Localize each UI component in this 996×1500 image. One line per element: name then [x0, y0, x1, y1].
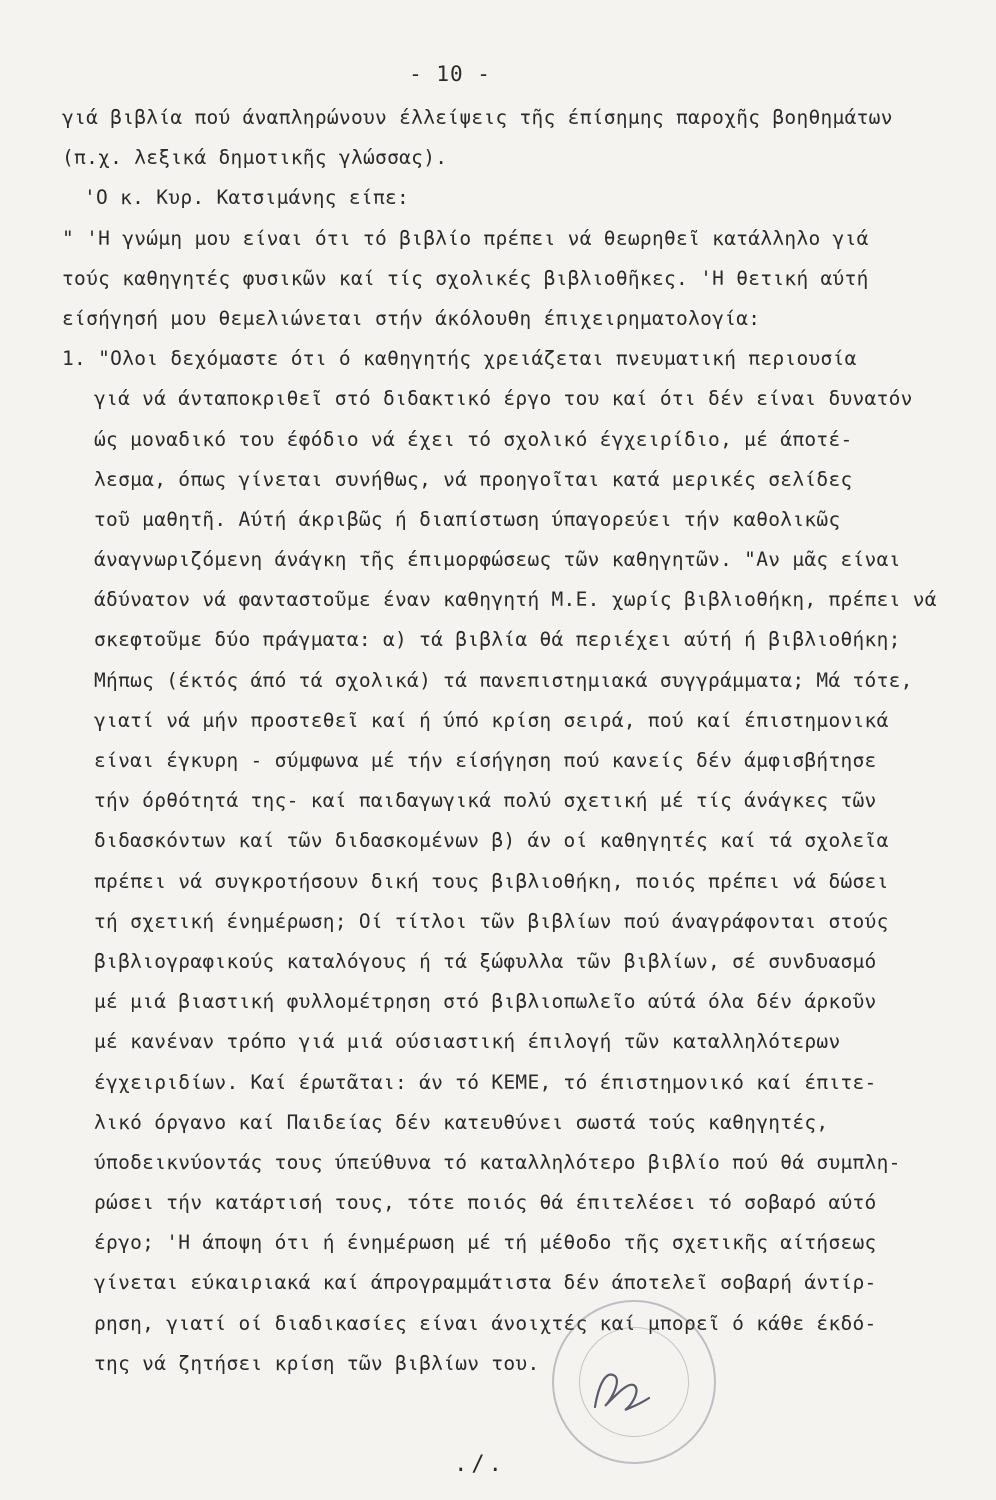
text-line: ύποδεικνύοντάς τους ύπεύθυνα τό καταλληλότερο βιβλίο πού θά συμπλη- — [94, 1150, 901, 1174]
text-line: " 'Η γνώμη μου είναι ότι τό βιβλίο πρέπει νά θεωρηθεῖ κατάλληλο γιά — [62, 226, 869, 250]
text-line — [62, 1022, 942, 1062]
text-line: άδύνατον νά φανταστοῦμε έναν καθηγητή Μ.Ε. χωρίς βιβλιοθήκη, πρέπει νά — [94, 588, 937, 612]
text-line: της νά ζητήσει κρίση τῶν βιβλίων του. — [94, 1351, 540, 1375]
text-line: τή σχετική ένημέρωση; Οί τίτλοι τῶν βιβλίων πού άναγράφονται στούς — [94, 909, 889, 933]
text-line: γιά νά άνταποκριθεῖ στό διδακτικό έργο του καί ότι δέν είναι δυνατόν — [94, 387, 913, 411]
text-line: γιατί νά μήν προστεθεῖ καί ή ύπό κρίση σειρά, πού καί έπιστημονικά — [94, 708, 889, 732]
text-line: έργο; 'Η άποψη ότι ή ένημέρωση μέ τή μέθοδο τῆς σχετικῆς αίτήσεως — [94, 1231, 877, 1255]
text-line: Μήπως (έκτός άπό τά σχολικά) τά πανεπιστημιακά συγγράμματα; Μά τότε, — [94, 668, 913, 692]
text-line: είσήγησή μου θεμελιώνεται στήν άκόλουθη έπιχειρηματολογία: — [62, 306, 761, 330]
text-line: γιά βιβλία πού άναπληρώνουν έλλείψεις τῆς έπίσημης παροχῆς βοηθημάτων — [62, 106, 893, 129]
text-line: λεσμα, όπως γίνεται συνήθως, νά προηγοῖται κατά μερικές σελίδες — [94, 467, 853, 491]
text-line: βιβλιογραφικούς καταλόγους ή τά ξώφυλλα τῶν βιβλίων, σέ συνδυασμό — [94, 949, 877, 973]
text-line: γίνεται εύκαιριακά καί άπρογραμμάτιστα δέν άποτελεῖ σοβαρή άντίρ- — [94, 1271, 877, 1295]
text-line: 1. "Ολοι δεχόμαστε ότι ό καθηγητής χρειάζεται πνευματική περιουσία — [62, 347, 857, 371]
text-line-content: μέ κανέναν τρόπο γιά μιά ούσιαστική έπιλογή τῶν καταλληλότερων — [94, 1030, 841, 1054]
text-line: τοῦ μαθητῆ. Αύτή άκριβῶς ή διαπίστωση ύπαγορεύει τήν καθολικῶς — [94, 507, 841, 531]
continuation-mark: ./. — [454, 1452, 506, 1477]
text-line: πρέπει νά συγκροτήσουν δική τους βιβλιοθήκη, ποιός πρέπει νά δώσει — [94, 869, 889, 893]
text-line: είναι έγκυρη - σύμφωνα μέ τήν είσήγηση πού κανείς δέν άμφισβήτησε — [94, 749, 877, 772]
text-line: τούς καθηγητές φυσικῶν καί τίς σχολικές βιβλιοθῆκες. 'Η θετική αύτή — [62, 266, 869, 290]
text-line: άναγνωριζόμενη άνάγκη τῆς έπιμορφώσεως τῶν καθηγητῶν. "Αν μᾶς είναι — [94, 548, 901, 572]
text-line: λικό όργανο καί Παιδείας δέν κατευθύνει σωστά τούς καθηγητές, — [94, 1110, 829, 1134]
text-line: έγχειριδίων. Καί έρωτᾶται: άν τό ΚΕΜΕ, τό έπιστημονικό καί έπιτε- — [94, 1070, 877, 1094]
text-line: ρηση, γιατί οί διαδικασίες είναι άνοιχτές καί μπορεῖ ό κάθε έκδό- — [94, 1311, 877, 1335]
text-line: ρώσει τήν κατάρτισή τους, τότε ποιός θά έπιτελέσει τό σοβαρό αύτό — [94, 1191, 877, 1215]
text-line: διδασκόντων καί τῶν διδασκομένων β) άν οί καθηγητές καί τά σχολεῖα — [94, 829, 889, 853]
text-line: ώς μοναδικό του έφόδιο νά έχει τό σχολικό έγχειρίδιο, μέ άποτέ- — [94, 427, 853, 451]
text-line: (π.χ. λεξικά δημοτικῆς γλώσσας). — [62, 146, 448, 170]
signature — [585, 1362, 655, 1422]
page-number: - 10 - — [409, 62, 491, 86]
text-line: τήν όρθότητά της- καί παιδαγωγικά πολύ σχετική μέ τίς άνάγκες τῶν — [94, 789, 877, 813]
body-text — [62, 98, 942, 1384]
text-line: μέ μιά βιαστική φυλλομέτρηση στό βιβλιοπωλεῖο αύτά όλα δέν άρκοῦν — [94, 990, 877, 1014]
text-line: 'Ο κ. Κυρ. Κατσιμάνης είπε: — [84, 186, 410, 210]
text-line: σκεφτοῦμε δύο πράγματα: α) τά βιβλία θά περιέχει αύτή ή βιβλιοθήκη; — [94, 628, 901, 652]
